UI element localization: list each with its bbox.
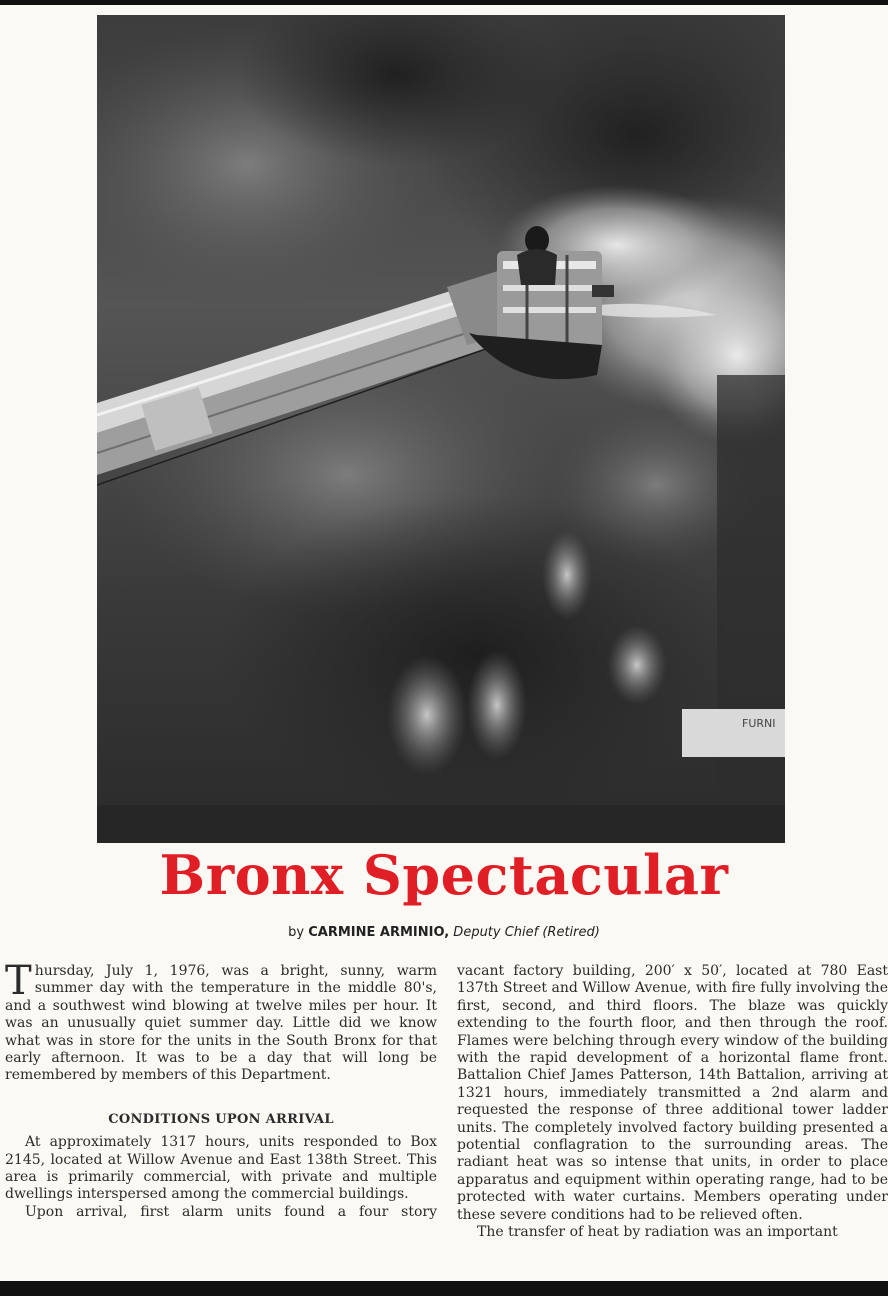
- byline: [0, 925, 888, 940]
- article-headline: Bronx Spectacular: [159, 843, 729, 907]
- article-paragraph: Upon arrival, first alarm units found a four story: [25, 1203, 437, 1220]
- article-column-left: [5, 958, 437, 1221]
- article-paragraph-continued: vacant factory building, 200′ x 50′, located at 780 East 137th Street and Willow Avenue, with fire fully involving the first, second, and third floors. The blaze was quickly extending to the fourth floor, and then through the roof. Flames were belching through every window of the building with the rapid development of a horizontal flame front. Battalion Chief James Patterson, 14th Battalion, arriving at 1321 hours, immediately transmitted a 2nd alarm and requested the response of three additional tower ladder units. The completely involved factory building presented a potential conflagration to the surrounding areas. The radiant heat was so intense that units, in order to place apparatus and equipment within operating range, had to be protected with water curtains. Members operating under these severe conditions had to be relieved often.: [457, 963, 888, 1223]
- article-column-right: [457, 963, 888, 1242]
- author-title: Deputy Chief (Retired): [449, 925, 600, 940]
- article-paragraph: At approximately 1317 hours, units responded to Box 2145, located at Willow Avenue and East 138th Street. This area is primarily commercial, with private and multiple dwellings interspersed among the commercial buildings.: [5, 1134, 437, 1203]
- magazine-page: [0, 5, 888, 1281]
- section-heading: CONDITIONS UPON ARRIVAL: [108, 1111, 334, 1127]
- opening-paragraph: Thursday, July 1, 1976, was a bright, sunny, warm summer day with the temperature in the middle 80's, and a southwest wind blowing at twelve miles per hour. It was an unusually quiet summer day. Little did we know what was in store for the units in the South Bronx for that early afternoon. It was to be a day that will long be remembered by members of this Department.: [5, 958, 437, 1084]
- author-name: CARMINE ARMINIO,: [308, 925, 450, 940]
- byline-prefix: by: [288, 925, 309, 940]
- furniture-sign-text: FURNI: [742, 717, 776, 730]
- article-paragraph: The transfer of heat by radiation was an important: [477, 1224, 838, 1241]
- fire-tower-ladder-photo: [97, 15, 785, 843]
